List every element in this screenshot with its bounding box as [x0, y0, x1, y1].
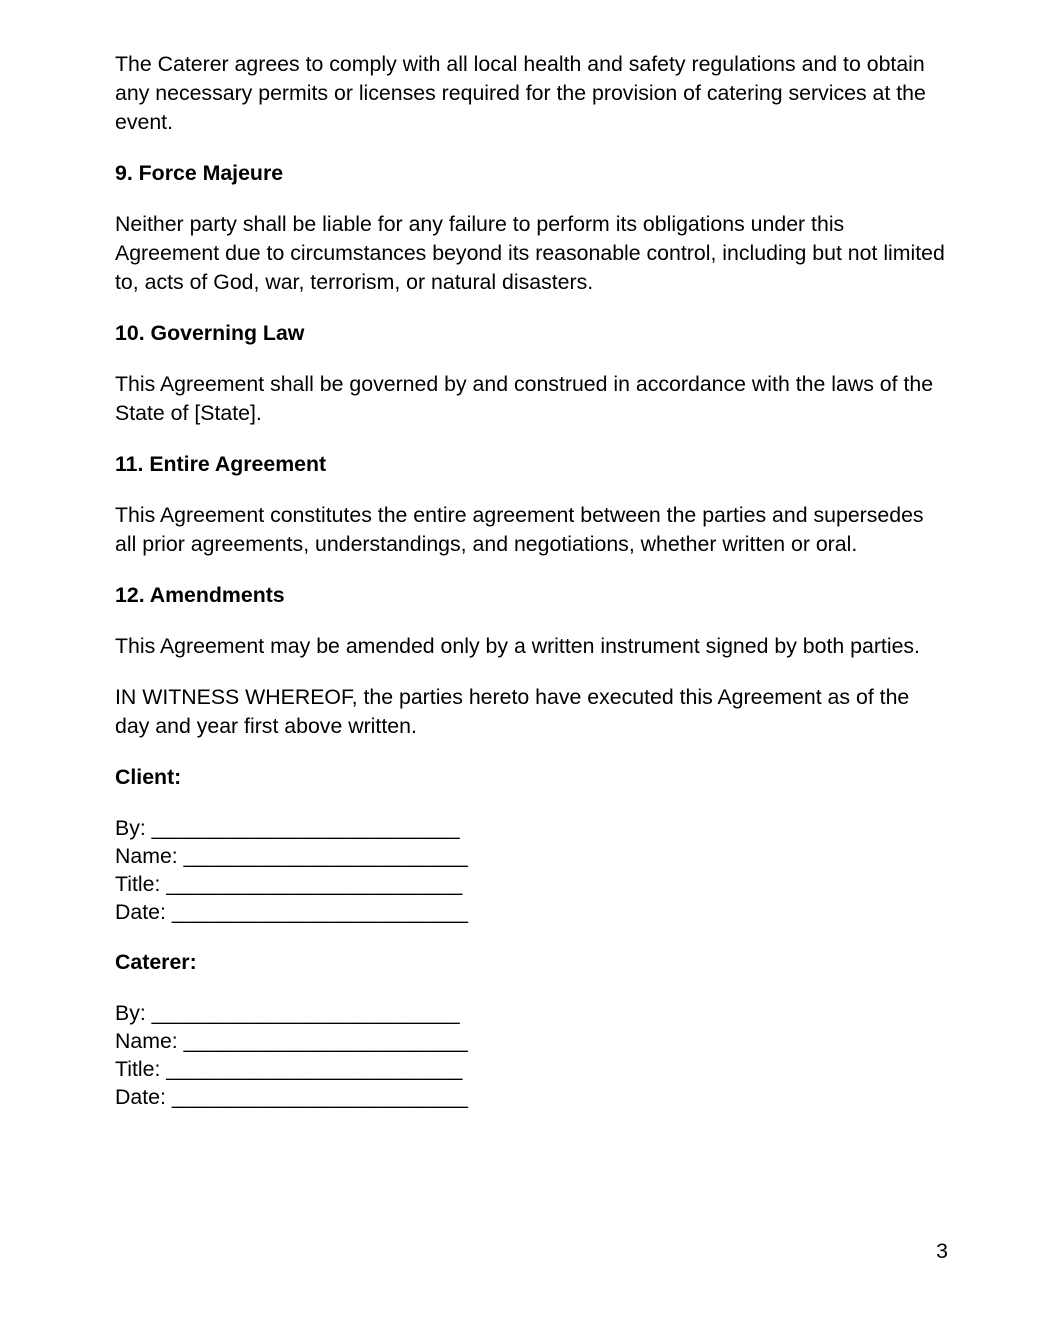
client-by-signature-line: By: __________________________	[115, 816, 460, 840]
paragraph-entire-agreement: This Agreement constitutes the entire agreement between the parties and supersedes all prior agreements, understandings, and negotiations, whether written or oral.	[115, 503, 924, 556]
client-party-label: Client:	[115, 765, 182, 789]
page-number: 3	[936, 1239, 948, 1263]
paragraph-compliance: The Caterer agrees to comply with all local health and safety regulations and to obtain any necessary permits or licenses required for the provision of catering services at the event.	[115, 52, 926, 134]
caterer-party-label: Caterer:	[115, 950, 197, 974]
paragraph-governing-law: This Agreement shall be governed by and construed in accordance with the laws of the State of [State].	[115, 372, 934, 425]
caterer-by-signature-line: By: __________________________	[115, 1001, 460, 1025]
caterer-name-signature-line: Name: ________________________	[115, 1029, 468, 1053]
signature-block-caterer	[115, 999, 948, 1111]
section-heading-entire-agreement: 11. Entire Agreement	[115, 452, 327, 476]
caterer-date-signature-line: Date: _________________________	[115, 1085, 468, 1109]
paragraph-force-majeure: Neither party shall be liable for any failure to perform its obligations under this Agreement due to circumstances beyond its reasonable control, including but not limited to, acts of God, war, terrorism, or natural disasters.	[115, 212, 945, 294]
section-heading-amendments: 12. Amendments	[115, 583, 285, 607]
client-date-signature-line: Date: _________________________	[115, 900, 468, 924]
client-name-signature-line: Name: ________________________	[115, 844, 468, 868]
section-heading-force-majeure: 9. Force Majeure	[115, 161, 284, 185]
signature-block-client	[115, 814, 948, 926]
paragraph-witness-clause: IN WITNESS WHEREOF, the parties hereto have executed this Agreement as of the day and year first above written.	[115, 685, 910, 738]
section-heading-governing-law: 10. Governing Law	[115, 321, 305, 345]
caterer-title-signature-line: Title: _________________________	[115, 1057, 463, 1081]
paragraph-amendments: This Agreement may be amended only by a written instrument signed by both parties.	[115, 634, 920, 658]
client-title-signature-line: Title: _________________________	[115, 872, 463, 896]
